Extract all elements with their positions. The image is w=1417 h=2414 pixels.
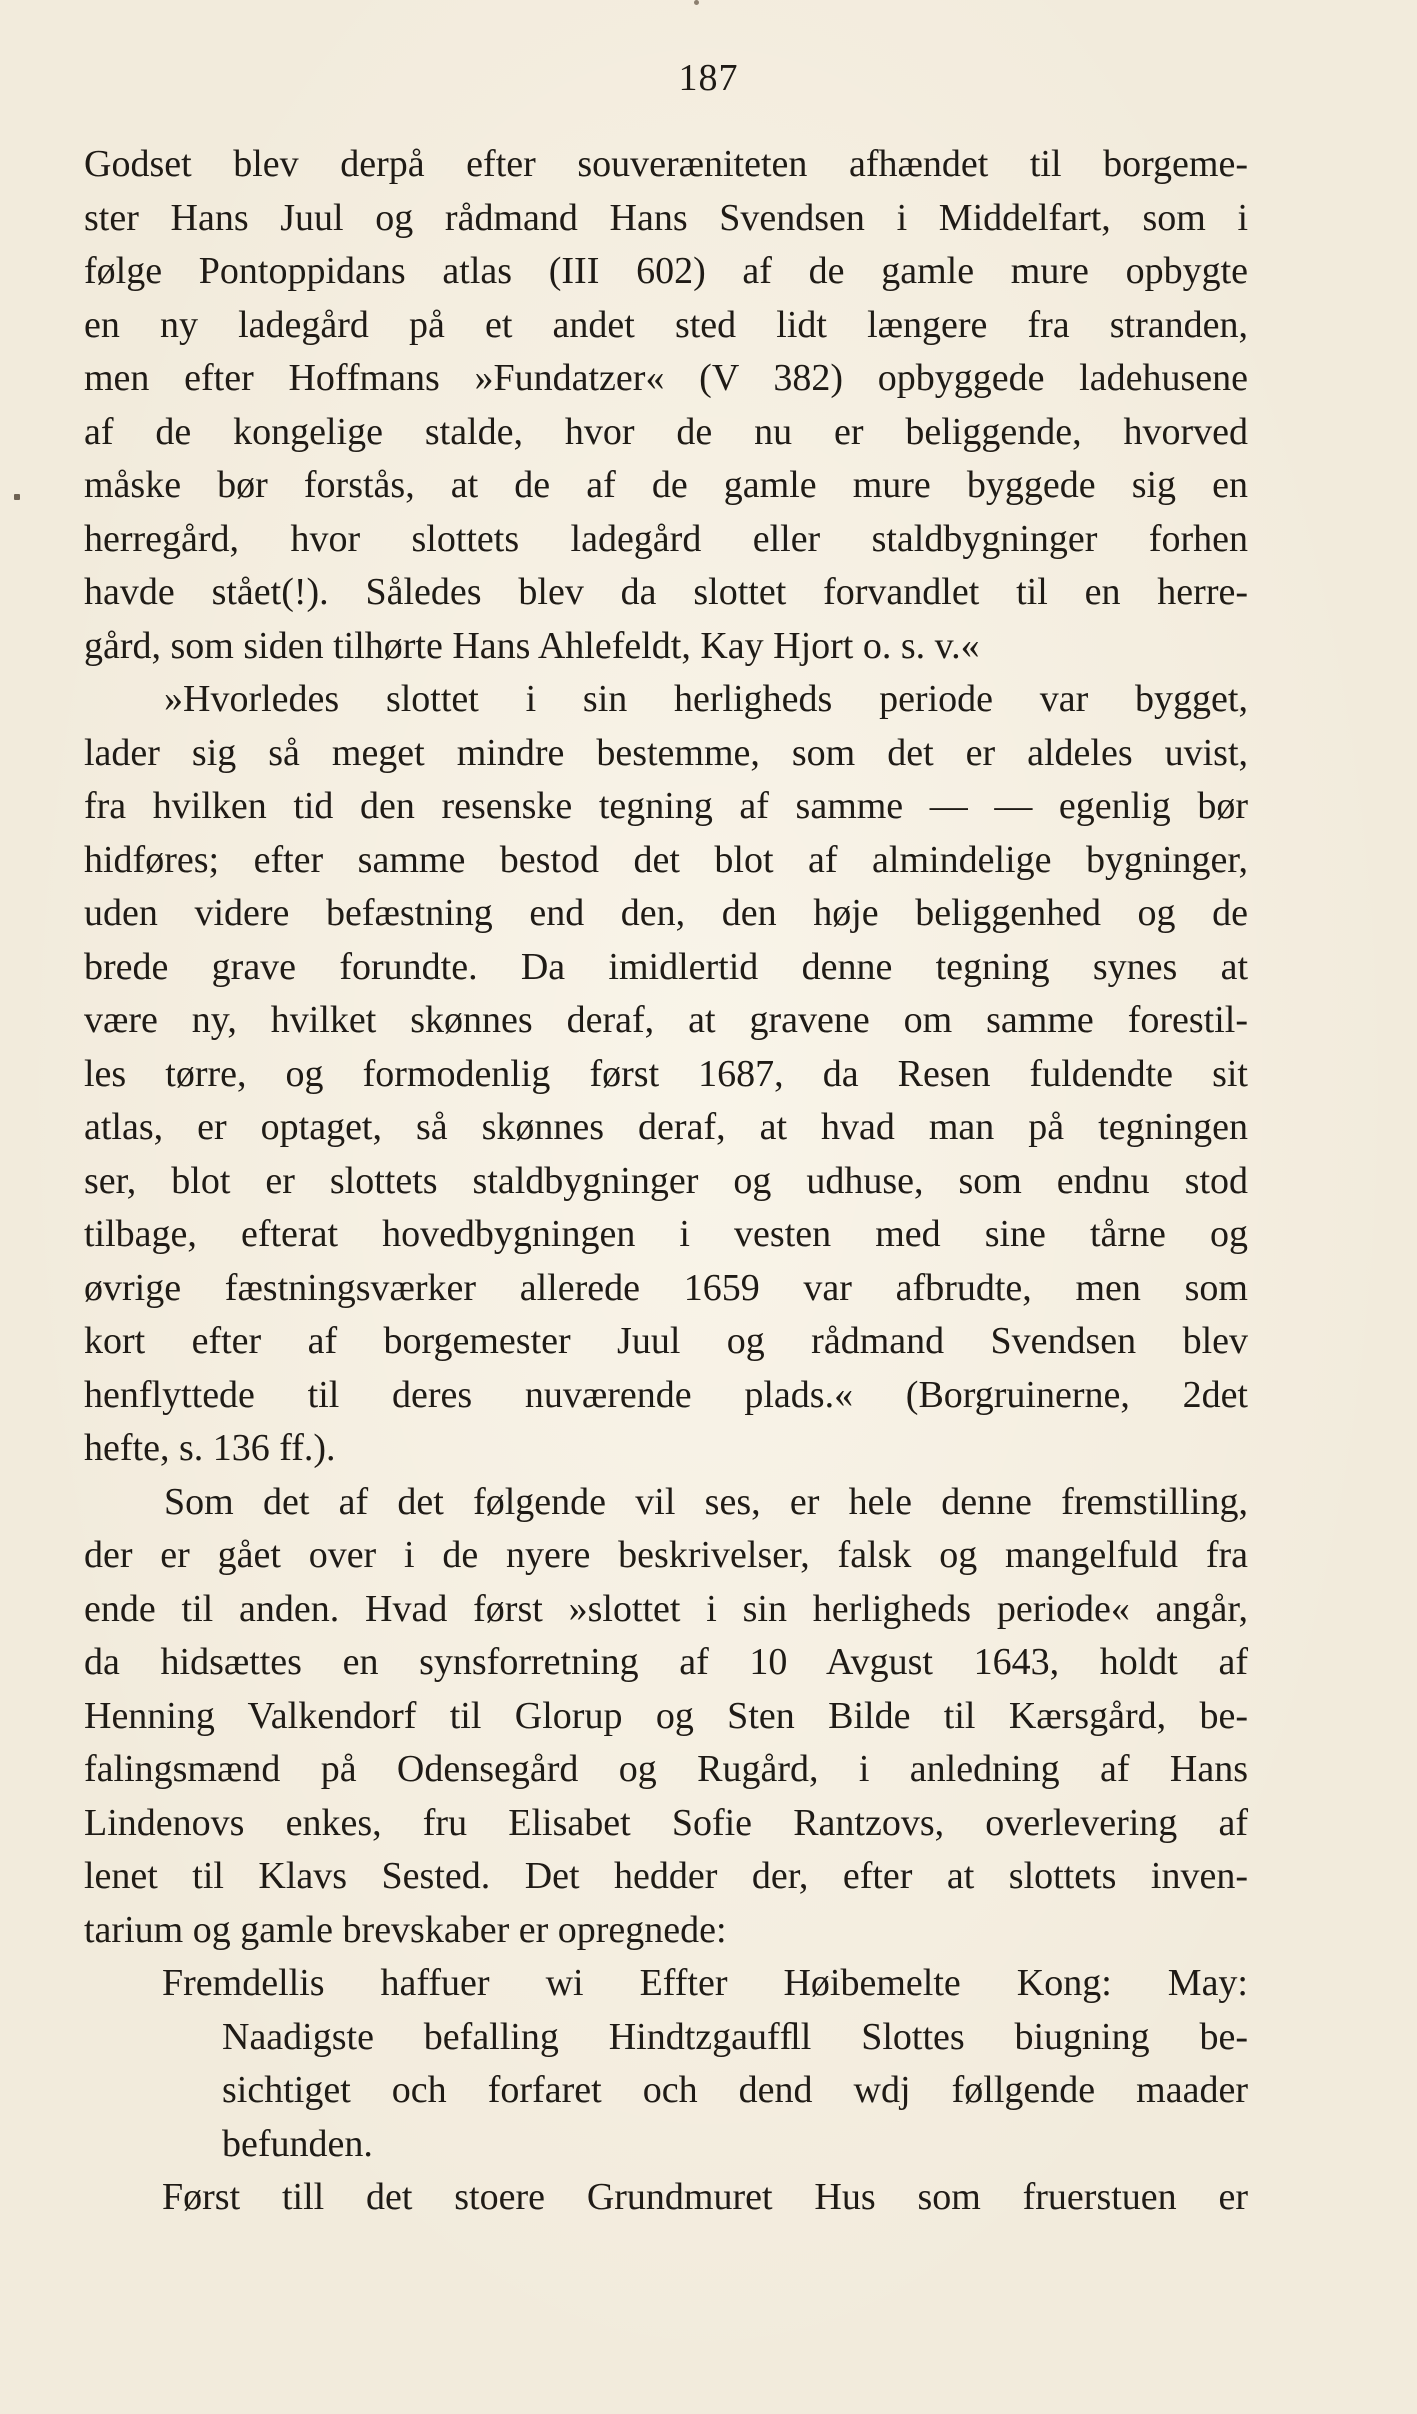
text-line: henflyttede til deres nuværende plads.« (Borgruinerne, 2det	[84, 1373, 1248, 1416]
text-line: fra hvilken tid den resenske tegning af samme — — egenlig bør	[84, 785, 1248, 827]
text-line: være ny, hvilket skønnes deraf, at gravene om samme forestil-	[84, 999, 1248, 1041]
margin-mark	[14, 494, 20, 500]
text-line: Godset blev derpå efter souveræniteten afhændet til borgeme-	[84, 143, 1248, 185]
paper-speck	[694, 0, 699, 5]
body-text	[84, 138, 1248, 2225]
page-number: 187	[678, 57, 739, 99]
text-line: Fremdellis haffuer wi Effter Høibemelte Kong: May:	[162, 1962, 1248, 2004]
text-line: tarium og gamle brevskaber er opregnede:	[84, 1908, 727, 1951]
text-line: ser, blot er slottets staldbygninger og udhuse, som endnu stod	[84, 1159, 1248, 1202]
text-line: les tørre, og formodenlig først 1687, da Resen fuldendte sit	[84, 1052, 1248, 1095]
text-line: uden videre befæstning end den, den høje beliggenhed og de	[84, 892, 1248, 934]
text-line: kort efter af borgemester Juul og rådmand Svendsen blev	[84, 1320, 1248, 1362]
text-line: følge Pontoppidans atlas (III 602) af de gamle mure opbygte	[84, 250, 1248, 292]
text-line: men efter Hoffmans »Fundatzer« (V 382) opbyggede ladehusene	[84, 357, 1248, 399]
text-line: befunden.	[222, 2122, 373, 2165]
text-line: lenet til Klavs Sested. Det hedder der, efter at slottets inven-	[84, 1855, 1248, 1897]
text-line: sichtiget och forfaret och dend wdj føllgende maader	[222, 2069, 1248, 2111]
text-line: Naadigste befalling Hindtzgaufﬂl Slottes biugning be-	[222, 2015, 1248, 2058]
text-line: øvrige fæstningsværker allerede 1659 var afbrudte, men som	[84, 1266, 1248, 1309]
text-line: Lindenovs enkes, fru Elisabet Sofie Rantzovs, overlevering af	[84, 1801, 1248, 1844]
text-line: falingsmænd på Odensegård og Rugård, i anledning af Hans	[84, 1748, 1248, 1790]
text-line: af de kongelige stalde, hvor de nu er beliggende, hvorved	[84, 410, 1248, 453]
text-line: ster Hans Juul og rådmand Hans Svendsen i Middelfart, som i	[84, 196, 1248, 239]
text-line: lader sig så meget mindre bestemme, som det er aldeles uvist,	[84, 731, 1248, 774]
text-line: måske bør forstås, at de af de gamle mure byggede sig en	[84, 464, 1248, 506]
text-line: ende til anden. Hvad først »slottet i sin herligheds periode« angår,	[84, 1587, 1248, 1630]
text-line: atlas, er optaget, så skønnes deraf, at hvad man på tegningen	[84, 1106, 1248, 1148]
text-line: tilbage, efterat hovedbygningen i vesten med sine tårne og	[84, 1213, 1248, 1255]
text-line: en ny ladegård på et andet sted lidt længere fra stranden,	[84, 303, 1248, 346]
text-line: da hidsættes en synsforretning af 10 Avgust 1643, holdt af	[84, 1641, 1248, 1683]
text-line: herregård, hvor slottets ladegård eller staldbygninger forhen	[84, 517, 1248, 560]
text-line: Som det af det følgende vil ses, er hele denne fremstilling,	[164, 1480, 1248, 1523]
text-line: der er gået over i de nyere beskrivelser, falsk og mangelfuld fra	[84, 1534, 1248, 1576]
text-line: brede grave forundte. Da imidlertid denne tegning synes at	[84, 945, 1248, 988]
text-line: Først till det stoere Grundmuret Hus som fruerstuen er	[162, 2176, 1248, 2218]
text-line: havde stået(!). Således blev da slottet forvandlet til en herre-	[84, 571, 1248, 613]
text-line: hefte, s. 136 ff.).	[84, 1427, 336, 1469]
text-line: hidføres; efter samme bestod det blot af almindelige bygninger,	[84, 838, 1248, 881]
text-line: »Hvorledes slottet i sin herligheds periode var bygget,	[164, 678, 1248, 720]
text-line: Henning Valkendorf til Glorup og Sten Bilde til Kærsgård, be-	[84, 1694, 1248, 1737]
text-line: gård, som siden tilhørte Hans Ahlefeldt, Kay Hjort o. s. v.«	[84, 624, 980, 667]
